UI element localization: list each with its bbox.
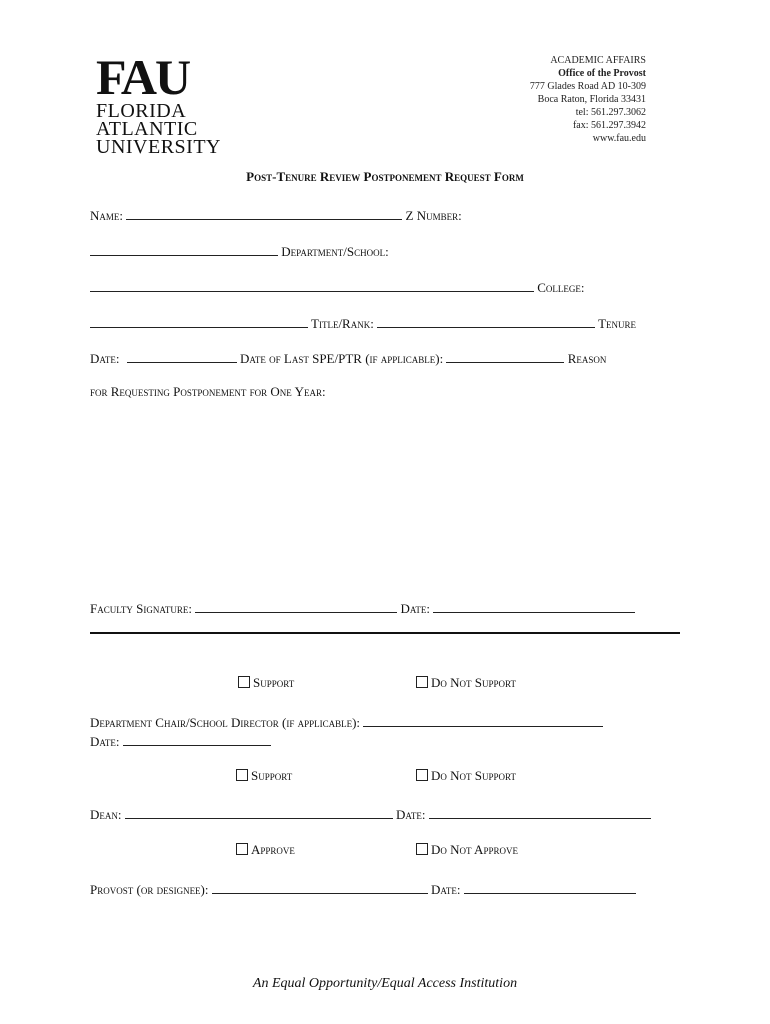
title-rank-field[interactable] xyxy=(377,314,595,328)
address-city: Boca Raton, Florida 33431 xyxy=(537,94,646,105)
form-title: Post-Tenure Review Postponement Request Form xyxy=(246,169,524,184)
department-field[interactable] xyxy=(90,242,278,256)
support-label-1: Support xyxy=(253,675,295,690)
logo-line-university: UNIVERSITY xyxy=(96,136,221,158)
last-spe-label: Date of Last SPE/PTR (if applicable): xyxy=(240,351,444,366)
checkbox-icon[interactable] xyxy=(236,843,248,855)
reason-continuation: for Requesting Postponement for One Year: xyxy=(90,384,326,399)
address-tel: tel: 561.297.3062 xyxy=(575,107,646,118)
faculty-date-label: Date: xyxy=(400,601,430,616)
title-rank-row xyxy=(90,314,636,332)
chair-label: Department Chair/School Director (if applicable): xyxy=(90,715,361,730)
checkbox-icon[interactable] xyxy=(416,676,428,688)
section-divider xyxy=(90,632,680,634)
znumber-label: Z Number: xyxy=(405,208,462,223)
faculty-date-field[interactable] xyxy=(433,599,635,613)
chair-signature-field[interactable] xyxy=(363,713,603,727)
dean-date-label: Date: xyxy=(396,807,426,822)
address-fax: fax: 561.297.3942 xyxy=(572,120,646,131)
name-label: Name: xyxy=(90,208,123,223)
reason-row xyxy=(90,384,326,400)
name-field[interactable] xyxy=(126,206,402,220)
address-dept: ACADEMIC AFFAIRS xyxy=(550,55,646,66)
college-field[interactable] xyxy=(90,278,534,292)
chair-date-field[interactable] xyxy=(123,732,271,746)
dean-date-field[interactable] xyxy=(429,805,651,819)
checkbox-icon[interactable] xyxy=(236,769,248,781)
checkbox-icon[interactable] xyxy=(416,769,428,781)
chair-row xyxy=(90,713,603,731)
provost-date-field[interactable] xyxy=(464,880,636,894)
chair-date-label: Date: xyxy=(90,734,120,749)
dean-signature-field[interactable] xyxy=(125,805,393,819)
support-option-1[interactable] xyxy=(238,675,294,691)
not-approve-option[interactable] xyxy=(416,842,518,858)
tenure-label: Tenure xyxy=(598,316,637,331)
not-support-label-1: Do Not Support xyxy=(431,675,516,690)
provost-signature-field[interactable] xyxy=(212,880,428,894)
faculty-signature-row xyxy=(90,599,635,617)
address-street: 777 Glades Road AD 10-309 xyxy=(529,81,646,92)
dean-label: Dean: xyxy=(90,807,122,822)
footer-text: An Equal Opportunity/Equal Access Institution xyxy=(252,976,518,991)
chair-date-row xyxy=(90,732,271,750)
not-support-label-2: Do Not Support xyxy=(431,768,516,783)
title-rank-label: Title/Rank: xyxy=(311,316,374,331)
college-row xyxy=(90,278,585,296)
logo-line-atlantic: ATLANTIC xyxy=(96,118,198,140)
checkbox-icon[interactable] xyxy=(238,676,250,688)
college-label: College: xyxy=(537,280,585,295)
address-web: www.fau.edu xyxy=(592,133,646,144)
provost-row xyxy=(90,880,636,898)
office-address xyxy=(530,54,646,145)
not-support-option-2[interactable] xyxy=(416,768,516,784)
date-label: Date: xyxy=(90,351,120,366)
logo-line-florida: FLORIDA xyxy=(96,100,187,122)
faculty-signature-field[interactable] xyxy=(195,599,397,613)
provost-label: Provost (or designee): xyxy=(90,882,209,897)
date-field[interactable] xyxy=(127,349,237,363)
faculty-signature-label: Faculty Signature: xyxy=(90,601,192,616)
logo-mark: FAU xyxy=(96,49,190,105)
department-label: Department/School: xyxy=(281,244,389,259)
reason-label: Reason xyxy=(567,351,607,366)
department-row xyxy=(90,242,389,260)
support-label-2: Support xyxy=(251,768,293,783)
date-row xyxy=(90,349,606,367)
approve-label: Approve xyxy=(251,842,295,857)
support-option-2[interactable] xyxy=(236,768,292,784)
address-office: Office of the Provost xyxy=(558,68,646,79)
provost-date-label: Date: xyxy=(431,882,461,897)
last-spe-field[interactable] xyxy=(446,349,564,363)
name-row xyxy=(90,206,462,224)
checkbox-icon[interactable] xyxy=(416,843,428,855)
approve-option[interactable] xyxy=(236,842,295,858)
fau-logo xyxy=(96,49,221,158)
not-approve-label: Do Not Approve xyxy=(431,842,518,857)
title-rank-prefix-field[interactable] xyxy=(90,314,308,328)
dean-row xyxy=(90,805,651,823)
not-support-option-1[interactable] xyxy=(416,675,516,691)
